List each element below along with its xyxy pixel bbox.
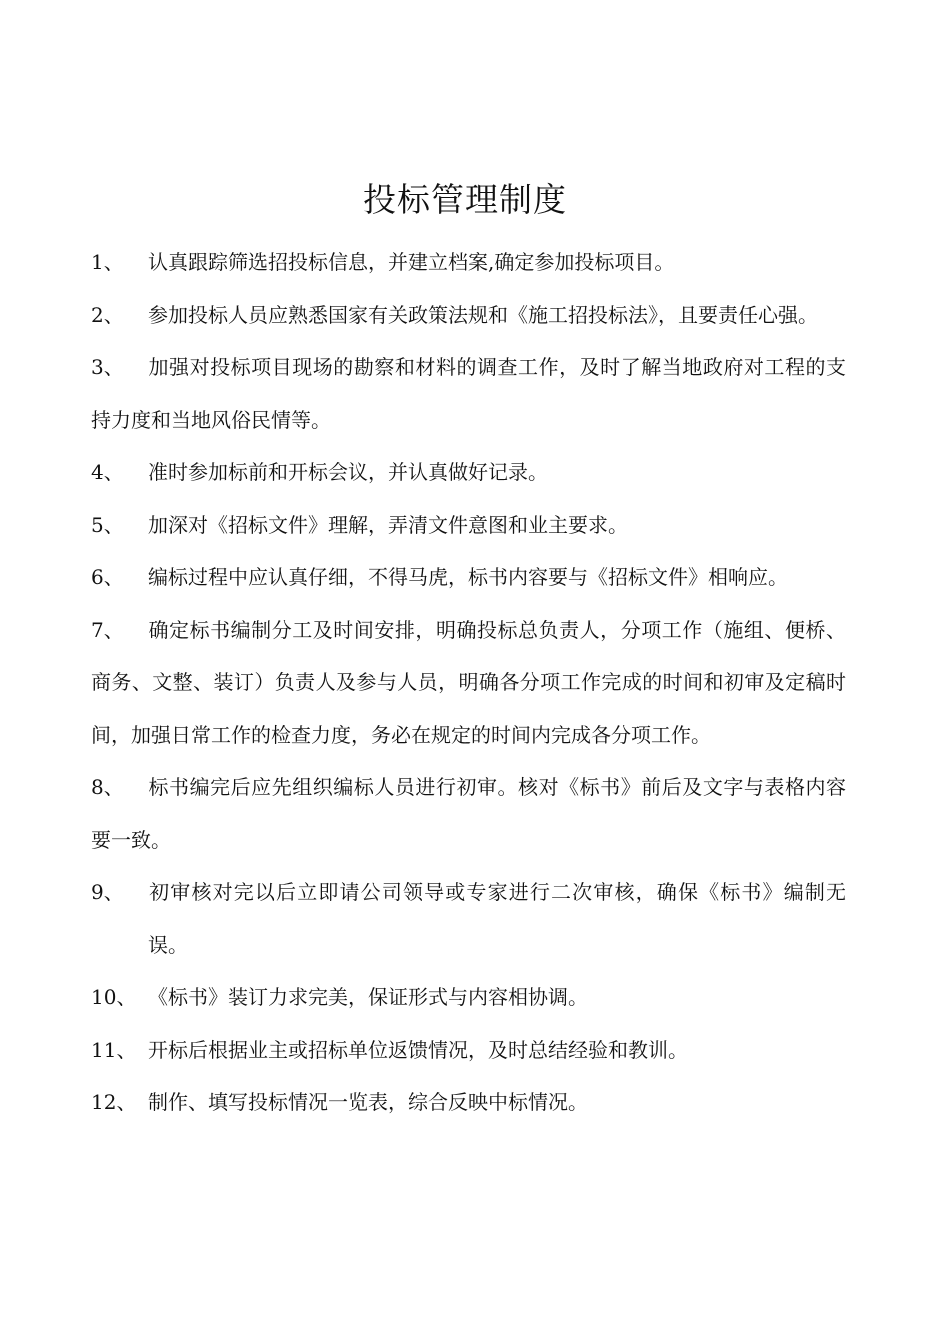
clause-number: 11、 [91,1037,137,1062]
clause-text: 编标过程中应认真仔细，不得马虎，标书内容要与《招标文件》相响应。 [148,565,788,589]
document-title: 投标管理制度 [363,180,567,220]
clause-text: 加深对《招标文件》理解，弄清文件意图和业主要求。 [148,512,628,537]
clause-number: 6、 [91,565,124,589]
clause-text: 确定标书编制分工及时间安排，明确投标总负责人，分项工作（施组、便桥、商务、文整、装订）负责人及参与人员，明确各分项工作完成的时间和初审及定稿时间，加强日常工作的检查力度，务必在规定的时间内完成各分项工作。 [91,617,846,747]
clause-number: 9、 [91,880,124,904]
clause-number: 3、 [91,355,124,379]
clause-number: 7、 [91,617,124,642]
clause-number: 1、 [91,250,124,274]
clause-number: 2、 [91,302,124,327]
clause-text: 参加投标人员应熟悉国家有关政策法规和《施工招投标法》，且要责任心强。 [148,302,818,327]
clause-text: 准时参加标前和开标会议，并认真做好记录。 [148,460,548,484]
clause-3 [91,341,846,446]
clause-number: 5、 [91,512,124,537]
clause-12 [91,1076,846,1129]
clause-11 [91,1024,846,1077]
clause-number: 12、 [91,1090,137,1114]
clause-7 [91,604,846,762]
clause-text: 《标书》装订力求完美，保证形式与内容相协调。 [148,985,588,1009]
clause-text: 标书编完后应先组织编标人员进行初审。核对《标书》前后及文字与表格内容要一致。 [91,775,846,852]
clause-5 [91,499,846,552]
clause-text: 认真跟踪筛选招投标信息，并建立档案,确定参加投标项目。 [148,250,675,274]
clause-2 [91,289,846,342]
clause-text: 加强对投标项目现场的勘察和材料的调查工作，及时了解当地政府对工程的支持力度和当地风俗民情等。 [91,355,846,432]
clause-8 [91,761,846,866]
clause-10 [91,971,846,1024]
clause-list [91,236,846,1129]
clause-number: 8、 [91,775,124,799]
clause-text: 开标后根据业主或招标单位返馈情况，及时总结经验和教训。 [148,1037,688,1062]
clause-4 [91,446,846,499]
clause-1 [91,236,846,289]
clause-number: 4、 [91,460,124,484]
clause-6 [91,551,846,604]
clause-number: 10、 [91,985,137,1009]
clause-9 [91,866,846,971]
clause-text: 制作、填写投标情况一览表，综合反映中标情况。 [148,1090,588,1114]
clause-text: 初审核对完以后立即请公司领导或专家进行二次审核，确保《标书》编制无误。 [148,880,846,957]
